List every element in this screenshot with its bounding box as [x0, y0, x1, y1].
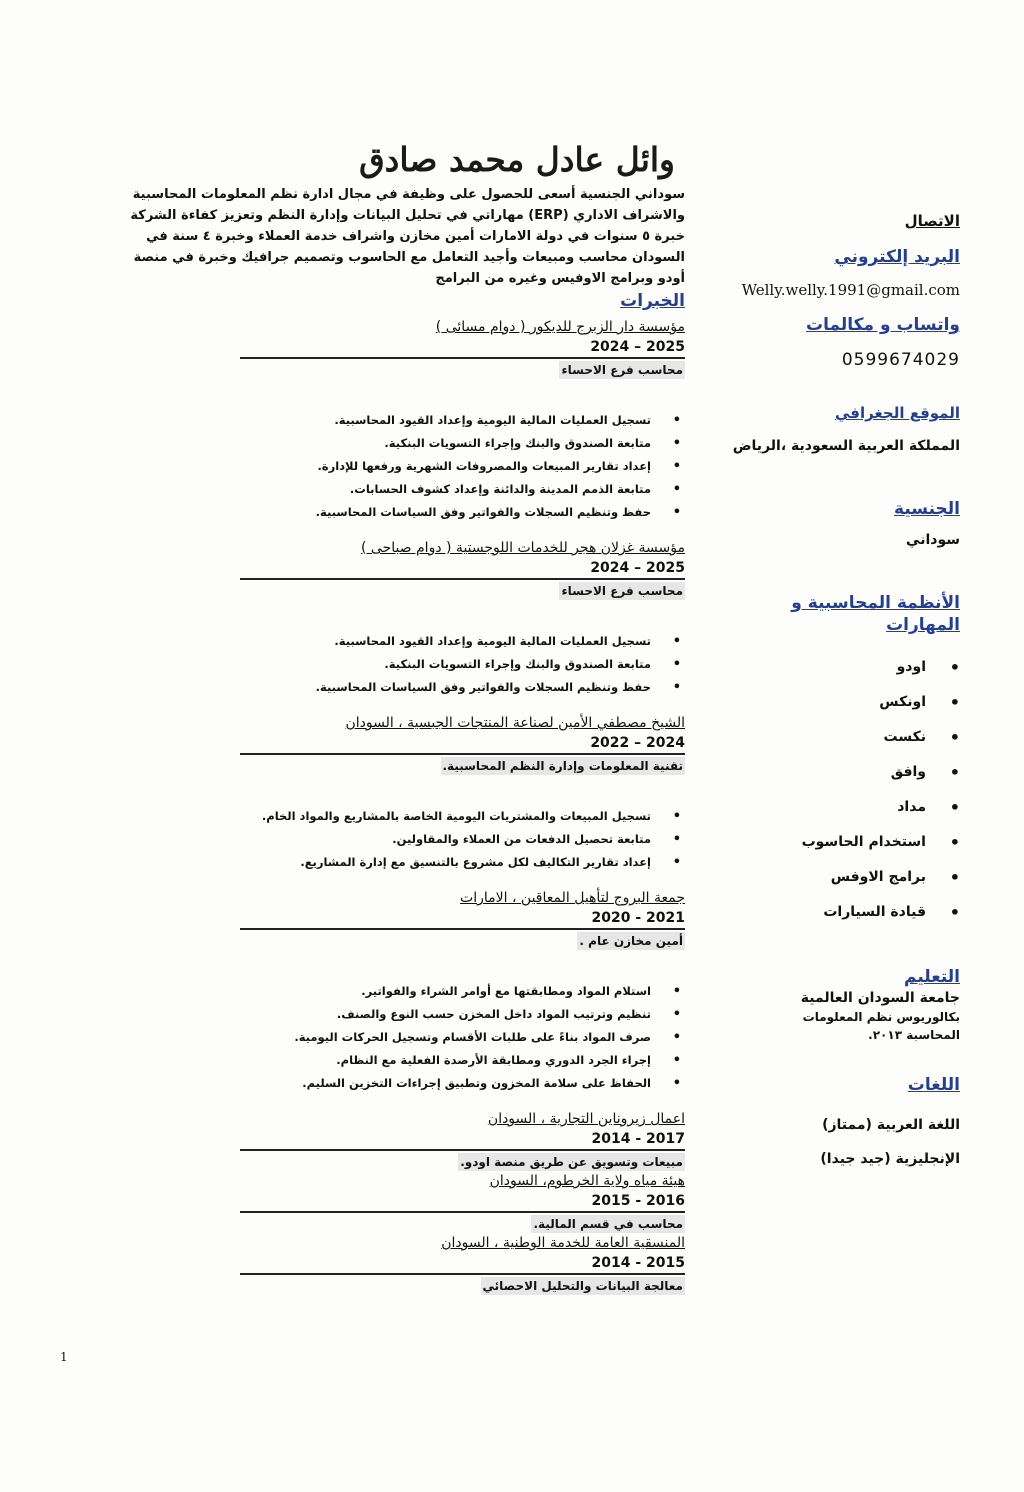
phone-value[interactable]: 0599674029 — [841, 350, 960, 370]
skill-item: • نكست — [715, 720, 926, 755]
education-degree: بكالوريوس نظم المعلومات المحاسبة ٢٠١٣. — [802, 1010, 960, 1042]
job-duties — [240, 805, 685, 874]
job-role: محاسب في قسم المالية. — [533, 1217, 683, 1231]
job-role: محاسب فرع الاحساء — [561, 363, 683, 377]
duty-item: • متابعة الصندوق والبنك وإجراء التسويات البنكية. — [240, 432, 651, 455]
job-role: معالجة البيانات والتحليل الاحصائي — [482, 1279, 683, 1293]
job-entry — [240, 888, 685, 1095]
candidate-name: وائل عادل محمد صادق — [359, 140, 675, 179]
location-value: المملكة العربية السعودية ،الرياض — [732, 438, 960, 454]
education-title: التعليم — [904, 967, 960, 987]
job-company: جمعة البروج لتأهيل المعاقين ، الامارات — [460, 890, 685, 906]
job-entry — [240, 1233, 685, 1295]
language-item: اللغة العربية (ممتاز) — [822, 1117, 960, 1133]
job-role: مبيعات وتسويق عن طريق منصة اودو. — [460, 1155, 683, 1169]
job-company: مؤسسة دار الزبرج للديكور ( دوام مسائى ) — [435, 319, 685, 335]
job-entry — [240, 1109, 685, 1171]
experience-title: الخبرات — [620, 291, 685, 311]
skill-item: • اونكس — [715, 685, 926, 720]
job-entry — [240, 713, 685, 874]
duty-item: • تسجيل العمليات المالية اليومية وإعداد القيود المحاسبية. — [240, 630, 651, 653]
job-company: هيئة مياه ولاية الخرطوم، السودان — [489, 1173, 685, 1189]
job-role: تقنية المعلومات وإدارة النظم المحاسبية. — [442, 759, 683, 773]
skills-list — [715, 650, 960, 930]
job-duties — [240, 409, 685, 524]
location-label: الموقع الجغرافي — [834, 404, 960, 422]
skill-item: • استخدام الحاسوب — [715, 825, 926, 860]
skill-item: • قيادة السيارات — [715, 895, 926, 930]
duty-item: • إعداد تقارير التكاليف لكل مشروع بالتنسيق مع إدارة المشاريع. — [240, 851, 651, 874]
duty-item: • تنظيم وترتيب المواد داخل المخزن حسب النوع والصنف. — [240, 1003, 651, 1026]
nationality-value: سوداني — [906, 532, 960, 548]
job-entry — [240, 538, 685, 699]
duty-item: • صرف المواد بناءً على طلبات الأقسام وتسجيل الحركات اليومية. — [240, 1026, 651, 1049]
job-entry — [240, 317, 685, 524]
skill-item: • مداد — [715, 790, 926, 825]
skills-title: الأنظمة المحاسبية و المهارات — [791, 593, 960, 635]
job-company: المنسقية العامة للخدمة الوطنية ، السودان — [441, 1235, 685, 1251]
duty-item: • متابعة الصندوق والبنك وإجراء التسويات البنكية. — [240, 653, 651, 676]
job-years: 2025 – 2024 — [240, 337, 685, 359]
job-company: مؤسسة غزلان هجر للخدمات اللوجستية ( دوام صباحى ) — [360, 540, 685, 556]
skill-item: • اودو — [715, 650, 926, 685]
duty-item: • تسجيل المبيعات والمشتريات اليومية الخاصة بالمشاريع والمواد الخام. — [240, 805, 651, 828]
education-university: جامعة السودان العالمية — [800, 990, 960, 1006]
job-years: 2015 - 2014 — [240, 1253, 685, 1275]
nationality-label: الجنسية — [894, 499, 960, 519]
duty-item: • متابعة الذمم المدينة والدائنة وإعداد كشوف الحسابات. — [240, 478, 651, 501]
job-company: اعمال زيروناين التجارية ، السودان — [487, 1111, 685, 1127]
duty-item: • الحفاظ على سلامة المخزون وتطبيق إجراءات التخزين السليم. — [240, 1072, 651, 1095]
sidebar-column — [715, 210, 960, 1176]
job-years: 2025 – 2024 — [240, 558, 685, 580]
email-value[interactable]: Welly.welly.1991@gmail.com — [741, 281, 960, 299]
languages-title: اللغات — [907, 1075, 960, 1095]
page-number: 1 — [60, 1350, 68, 1364]
duty-item: • حفظ وتنظيم السجلات والفواتير وفق السياسات المحاسبية. — [240, 501, 651, 524]
job-duties — [240, 630, 685, 699]
job-years: 2017 - 2014 — [240, 1129, 685, 1151]
job-duties — [240, 980, 685, 1095]
profile-summary: سوداني الجنسية أسعى للحصول على وظيفة في مجال ادارة نظم المعلومات المحاسبية والاشراف الاداري (ERP) مهاراتي في تحليل البيانات وإدارة النظم وتعزيز كفاءة الشركة خبرة ٥ سنوات في دولة الامارات أمين مخازن واشراف خدمة العملاء وخبرة ٤ سنة في السودان محاسب ومبيعات وأجيد التعامل مع الحاسوب وتصميم جرافيك وخبرة في منصة أودو وبرامج الاوفيس وغيره من البرامج — [130, 187, 685, 286]
job-entry — [240, 1171, 685, 1233]
job-company: الشيخ مصطفي الأمين لصناعة المنتجات الجبسية ، السودان — [345, 715, 685, 731]
job-years: 2021 - 2020 — [240, 908, 685, 930]
skill-item: • وافق — [715, 755, 926, 790]
job-role: أمين مخازن عام . — [579, 934, 683, 948]
duty-item: • استلام المواد ومطابقتها مع أوامر الشراء والفواتير. — [240, 980, 651, 1003]
email-label: البريد إلكتروني — [834, 247, 960, 267]
job-years: 2024 – 2022 — [240, 733, 685, 755]
job-role: محاسب فرع الاحساء — [561, 584, 683, 598]
skill-item: • برامج الاوفس — [715, 860, 926, 895]
duty-item: • تسجيل العمليات المالية اليومية وإعداد القيود المحاسبية. — [240, 409, 651, 432]
job-years: 2016 - 2015 — [240, 1191, 685, 1213]
contact-title: الاتصال — [904, 212, 960, 230]
duty-item: • إعداد تقارير المبيعات والمصروفات الشهرية ورفعها للإدارة. — [240, 455, 651, 478]
phone-label: واتساب و مكالمات — [806, 315, 960, 335]
main-column — [130, 140, 685, 1295]
duty-item: • متابعة تحصيل الدفعات من العملاء والمقاولين. — [240, 828, 651, 851]
duty-item: • حفظ وتنظيم السجلات والفواتير وفق السياسات المحاسبية. — [240, 676, 651, 699]
duty-item: • إجراء الجرد الدوري ومطابقة الأرصدة الفعلية مع النظام. — [240, 1049, 651, 1072]
language-item: الإنجليزية (جيد جيدا) — [820, 1151, 960, 1167]
